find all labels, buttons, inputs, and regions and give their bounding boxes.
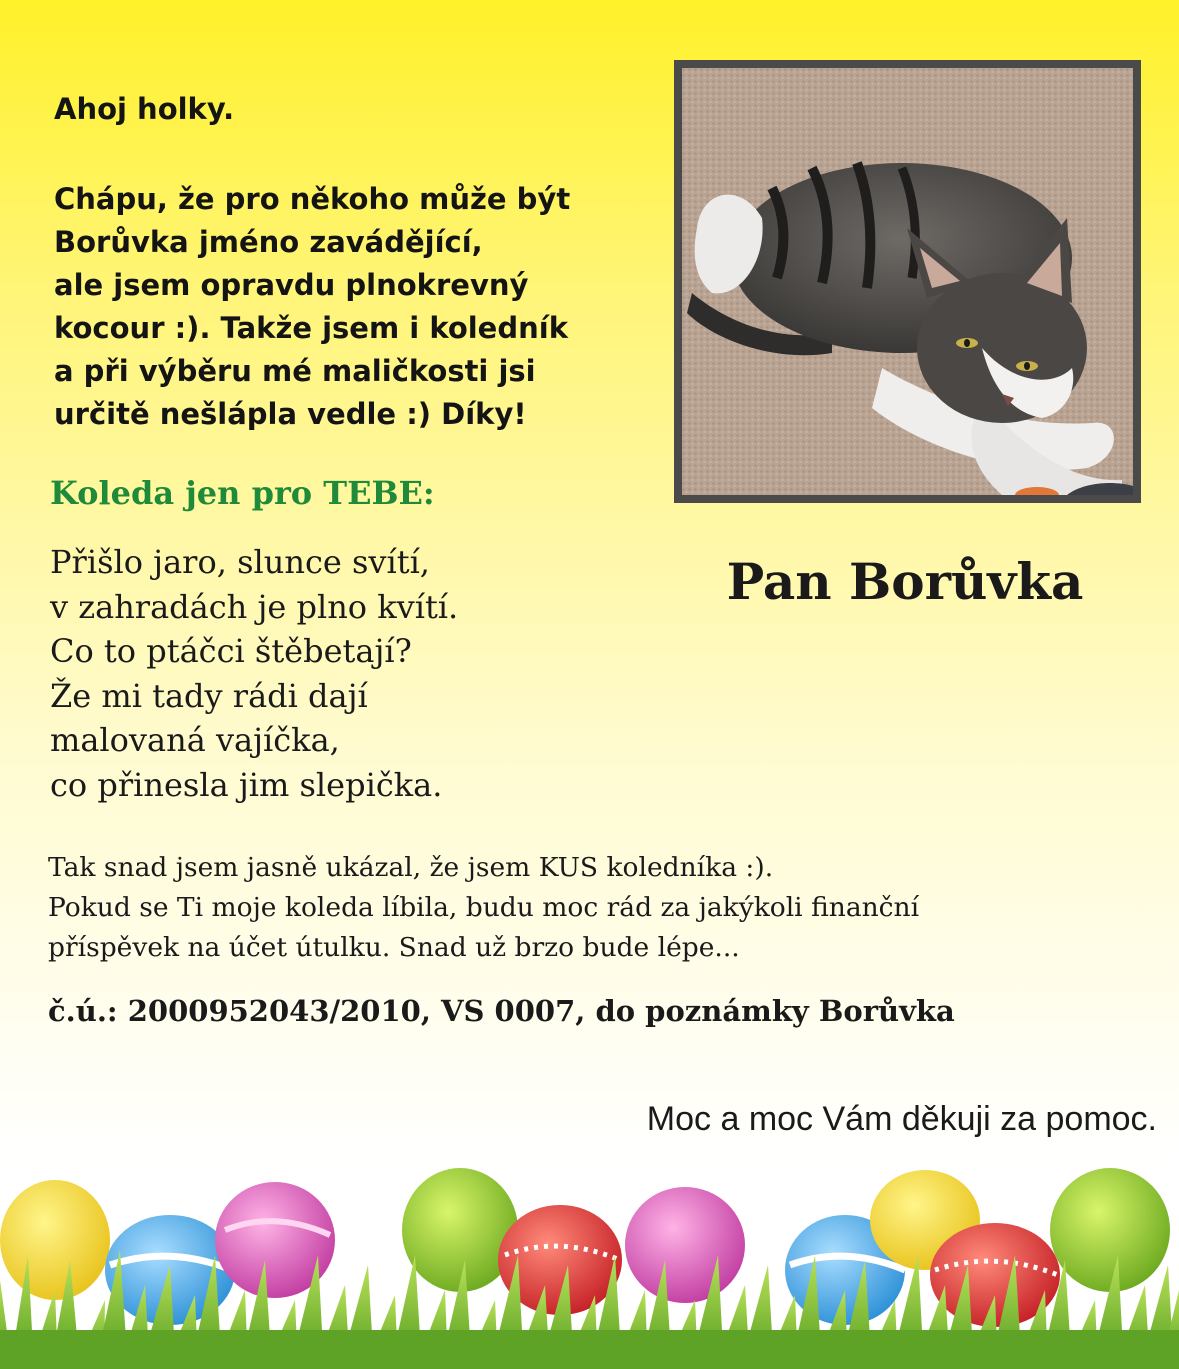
- easter-eggs-in-grass-image: [0, 1160, 1179, 1369]
- poem-line: malovaná vajíčka,: [50, 721, 340, 759]
- cat-photo: [682, 68, 1133, 495]
- poem-line: Že mi tady rádi dají: [50, 676, 368, 715]
- intro-line: kocour :). Takže jsem i koledník: [54, 311, 568, 345]
- appeal-line: Pokud se Ti moje koleda líbila, budu moc rád za jakýkoli finanční: [48, 892, 920, 923]
- appeal-line: Tak snad jsem jasně ukázal, že jsem KUS koledníka :).: [48, 852, 774, 883]
- poem-line: v zahradách je plno kvítí.: [50, 587, 459, 626]
- intro-text: [54, 178, 654, 436]
- greeting: Ahoj holky.: [54, 92, 235, 126]
- bank-account: č.ú.: 2000952043/2010, VS 0007, do poznámky Borůvka: [48, 994, 955, 1028]
- intro-line: Borůvka jméno zavádějící,: [54, 225, 483, 259]
- intro-line: a při výběru mé maličkosti jsi: [54, 354, 536, 388]
- koleda-heading: Koleda jen pro TEBE:: [50, 474, 435, 512]
- donation-appeal: [48, 848, 1148, 968]
- cat-name: Pan Borůvka: [726, 552, 1084, 611]
- poem-line: co přinesla jim slepička.: [50, 765, 443, 804]
- poem: [50, 540, 458, 807]
- intro-line: určitě nešlápla vedle :) Díky!: [54, 397, 527, 431]
- poem-line: Přišlo jaro, slunce svítí,: [50, 543, 430, 581]
- easter-eggs-decoration: [0, 1160, 1179, 1369]
- intro-line: ale jsem opravdu plnokrevný: [54, 268, 529, 302]
- appeal-line: příspěvek na účet útulku. Snad už brzo bude lépe...: [48, 932, 740, 963]
- poem-line: Co to ptáčci štěbetají?: [50, 632, 412, 670]
- cat-photo-frame: [674, 60, 1141, 503]
- intro-line: Chápu, že pro někoho může být: [54, 182, 571, 216]
- thanks-note: Moc a moc Vám děkuji za pomoc.: [646, 1100, 1157, 1138]
